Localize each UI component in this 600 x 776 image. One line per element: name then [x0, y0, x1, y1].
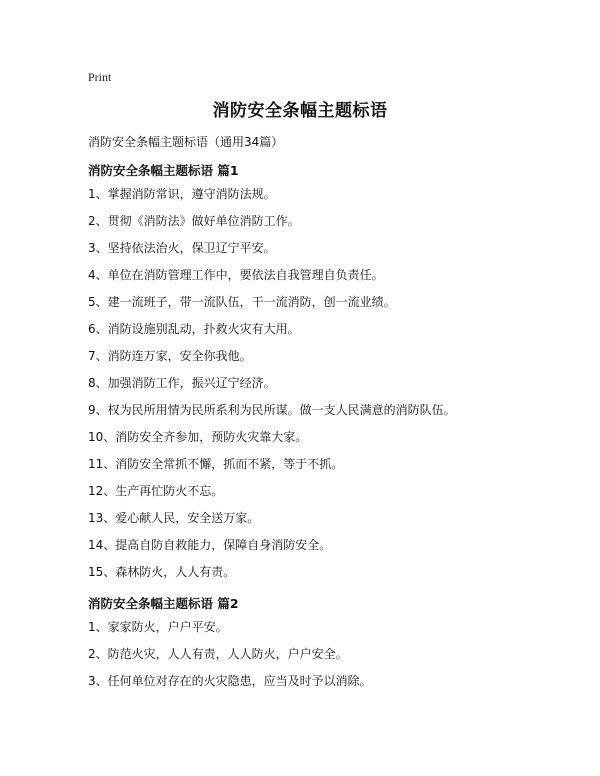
section-heading-1: 消防安全条幅主题标语 篇1: [88, 163, 239, 178]
document-subtitle: 消防安全条幅主题标语（通用34篇）: [88, 135, 284, 149]
section-1-list: [88, 181, 456, 586]
section-2-list: [88, 614, 372, 695]
list-item: 10、消防安全齐参加，预防火灾靠大家。: [88, 430, 308, 444]
list-item: 9、权为民所用情为民所系利为民所谋。做一支人民满意的消防队伍。: [88, 403, 456, 417]
list-item: 2、贯彻《消防法》做好单位消防工作。: [88, 214, 300, 228]
list-item: 8、加强消防工作，振兴辽宁经济。: [88, 376, 276, 390]
list-item: 1、家家防火，户户平安。: [88, 620, 228, 634]
list-item: 11、消防安全常抓不懈，抓而不紧，等于不抓。: [88, 457, 344, 471]
list-item: 3、任何单位对存在的火灾隐患，应当及时予以消除。: [88, 674, 372, 688]
list-item: 12、生产再忙防火不忘。: [88, 484, 224, 498]
list-item: 3、坚持依法治火，保卫辽宁平安。: [88, 241, 276, 255]
print-label: Print: [88, 70, 112, 84]
list-item: 15、森林防火，人人有责。: [88, 565, 236, 579]
list-item: 7、消防连万家，安全你我他。: [88, 349, 252, 363]
section-heading-2: 消防安全条幅主题标语 篇2: [88, 596, 239, 611]
list-item: 1、掌握消防常识，遵守消防法规。: [88, 187, 276, 201]
list-item: 5、建一流班子，带一流队伍，干一流消防，创一流业绩。: [88, 295, 396, 309]
list-item: 2、防范火灾，人人有责，人人防火，户户安全。: [88, 647, 348, 661]
list-item: 6、消防设施别乱动，扑救火灾有大用。: [88, 322, 300, 336]
list-item: 13、爱心献人民，安全送万家。: [88, 511, 260, 525]
list-item: 4、单位在消防管理工作中，要依法自我管理自负责任。: [88, 268, 384, 282]
document-title: 消防安全条幅主题标语: [212, 101, 388, 121]
list-item: 14、提高自防自救能力，保障自身消防安全。: [88, 538, 332, 552]
